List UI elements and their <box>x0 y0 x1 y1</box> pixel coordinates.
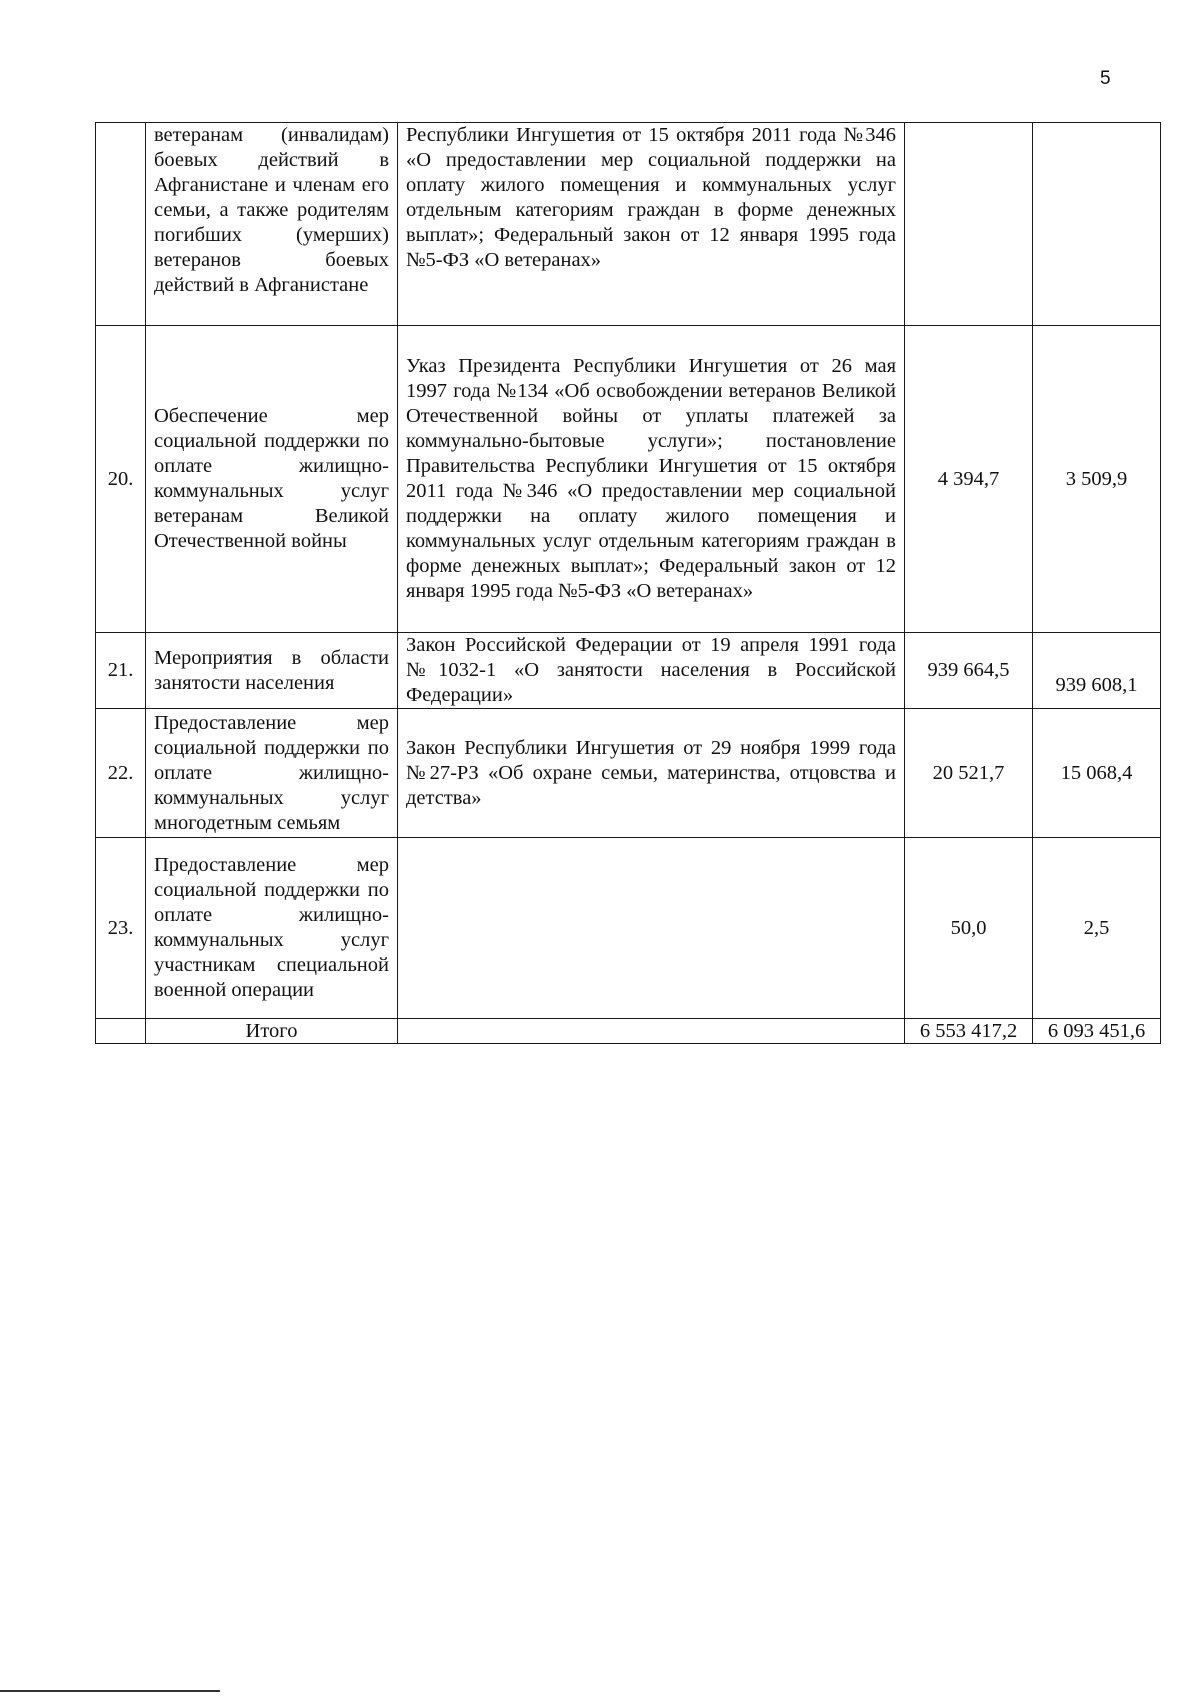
total-row <box>96 1019 1161 1044</box>
value-planned <box>905 123 1033 326</box>
budget-table <box>95 122 1161 1044</box>
value-actual: 3 509,9 <box>1033 326 1161 633</box>
value-actual-text: 939 608,1 <box>1055 674 1138 696</box>
table-row <box>96 838 1161 1019</box>
legal-basis: Республики Ингушетия от 15 октября 2011 года №346 «О предоставлении мер социальной поддержки на оплату жилого помещения и коммунальных услуг отдельным категориям граждан в форме денежных выплат»; Федеральный закон от 12 января 1995 года №5-ФЗ «О ветеранах» <box>398 123 905 326</box>
value-actual <box>1033 633 1161 709</box>
row-number: 21. <box>96 633 146 709</box>
total-legal-basis-cell <box>398 1019 905 1044</box>
row-number: 20. <box>96 326 146 633</box>
legal-basis: Указ Президента Республики Ингушетия от 26 мая 1997 года №134 «Об освобождении ветеранов Великой Отечественной войны от уплаты платежей за коммунально-бытовые услуги»; постановление Правительства Республики Ингушетия от 15 октября 2011 года №346 «О предоставлении мер социальной поддержки на оплату жилого помещения и коммунальных услуг отдельным категориям граждан в форме денежных выплат»; Федеральный закон от 12 января 1995 года №5-ФЗ «О ветеранах» <box>398 326 905 633</box>
legal-basis <box>398 838 905 1019</box>
row-number: 22. <box>96 709 146 838</box>
table-row <box>96 633 1161 709</box>
value-planned: 20 521,7 <box>905 709 1033 838</box>
total-value-planned: 6 553 417,2 <box>905 1019 1033 1044</box>
value-planned: 50,0 <box>905 838 1033 1019</box>
table-row <box>96 709 1161 838</box>
total-value-actual: 6 093 451,6 <box>1033 1019 1161 1044</box>
value-actual <box>1033 123 1161 326</box>
value-actual: 15 068,4 <box>1033 709 1161 838</box>
legal-basis: Закон Республики Ингушетия от 29 ноября 1999 года №27-РЗ «Об охране семьи, материнства, отцовства и детства» <box>398 709 905 838</box>
measure-name: Предоставление мер социальной поддержки по оплате жилищно-коммунальных услуг многодетным семьям <box>146 709 398 838</box>
page-number: 5 <box>1100 68 1111 89</box>
page-bottom-rule <box>0 1690 220 1692</box>
row-number <box>96 123 146 326</box>
measure-name: Предоставление мер социальной поддержки по оплате жилищно-коммунальных услуг участникам специальной военной операции <box>146 838 398 1019</box>
measure-name: Обеспечение мер социальной поддержки по оплате жилищно-коммунальных услуг ветеранам Великой Отечественной войны <box>146 326 398 633</box>
measure-name: ветеранам (инвалидам) боевых действий в Афганистане и членам его семьи, а также родителям погибших (умерших) ветеранов боевых действий в Афганистане <box>146 123 398 326</box>
legal-basis: Закон Российской Федерации от 19 апреля 1991 года №1032-1 «О занятости населения в Российской Федерации» <box>398 633 905 709</box>
value-actual: 2,5 <box>1033 838 1161 1019</box>
total-number-cell <box>96 1019 146 1044</box>
table-row <box>96 123 1161 326</box>
value-planned: 4 394,7 <box>905 326 1033 633</box>
table-row <box>96 326 1161 633</box>
value-planned: 939 664,5 <box>905 633 1033 709</box>
total-label: Итого <box>146 1019 398 1044</box>
measure-name: Мероприятия в области занятости населения <box>146 633 398 709</box>
row-number: 23. <box>96 838 146 1019</box>
